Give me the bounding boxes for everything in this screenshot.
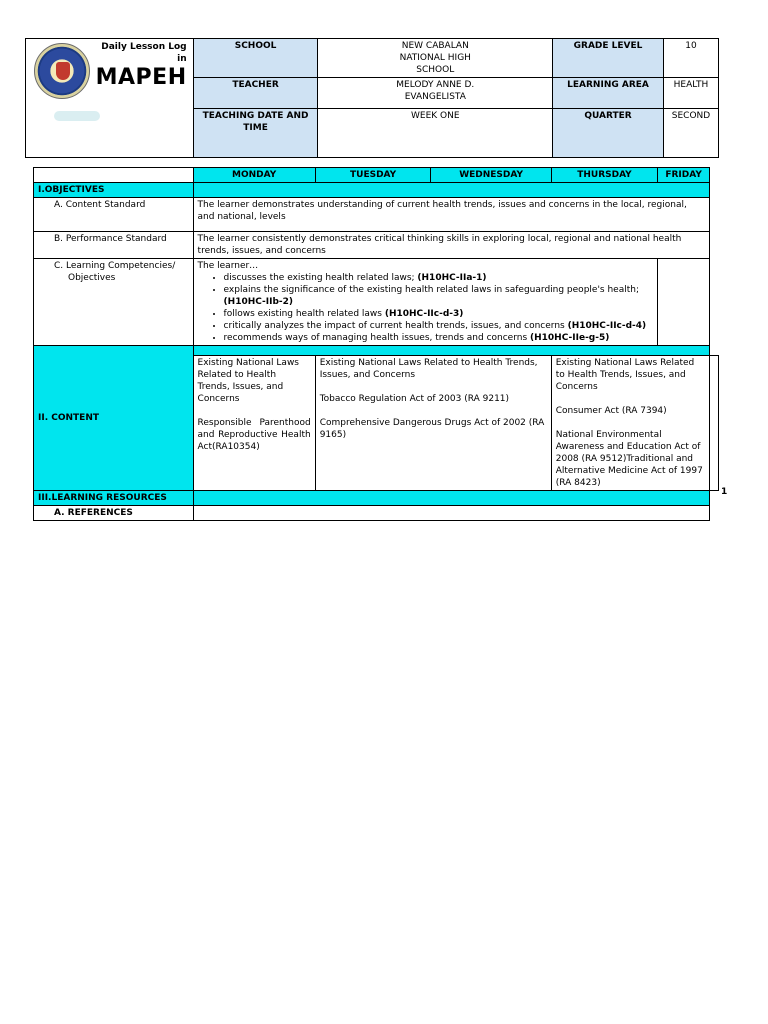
competencies-list	[198, 272, 654, 344]
page-number: 1	[721, 487, 728, 497]
performance-standard-label: B. Performance Standard	[34, 232, 194, 259]
list-item: • critically analyzes the impact of current health trends, issues, and concerns (H10HC-IIc-d-4)	[224, 320, 654, 332]
school-label: SCHOOL	[193, 39, 318, 78]
content-band-row	[34, 346, 719, 356]
resources-title: III.LEARNING RESOURCES	[34, 491, 194, 506]
list-item: • explains the significance of the existing health related laws in safeguarding people's health; (H10HC-IIb-2)	[224, 284, 654, 308]
list-item: • discusses the existing health related laws; (H10HC-IIa-1)	[224, 272, 654, 284]
day-wednesday: WEDNESDAY	[431, 168, 551, 183]
learning-area-value: HEALTH	[663, 78, 718, 109]
content-standard-row	[34, 198, 719, 232]
day-monday: MONDAY	[193, 168, 315, 183]
days-row	[34, 168, 719, 183]
header-logo-cell	[26, 39, 194, 158]
teacher-label: TEACHER	[193, 78, 318, 109]
teaching-date-value: WEEK ONE	[318, 109, 553, 158]
quarter-value: SECOND	[663, 109, 718, 158]
performance-standard-text: The learner consistently demonstrates critical thinking skills in exploring local, regional and national health trends, issues, and concerns	[193, 232, 709, 259]
content-standard-label: A. Content Standard	[34, 198, 194, 232]
day-tuesday: TUESDAY	[315, 168, 431, 183]
teacher-value: MELODY ANNE D. EVANGELISTA	[318, 78, 553, 109]
list-item: • recommends ways of managing health issues, trends and concerns (H10HC-IIe-g-5)	[224, 332, 654, 344]
teaching-date-label: TEACHING DATE AND TIME	[193, 109, 318, 158]
content-tuesday: Existing National Laws Related to Health Trends, Issues, and Concerns Tobacco Regulation Act of 2003 (RA 9211) Comprehensive Dangerous Drugs Act of 2002 (RA 9165)	[315, 356, 551, 491]
references-label: A. REFERENCES	[34, 506, 194, 521]
subject-title: MAPEH	[95, 65, 187, 90]
competencies-text: The learner… • discusses the existing health related laws; (H10HC-IIa-1) • explains the significance of the existing health related laws in safeguarding people's health; (H10HC-IIb-2) • follows existing health related laws (H10HC-IIc-d-3) • critically analyzes the impact of current health trends, issues, and concerns (H10HC-IIc-d-4) • recommends ways of managing health issues, trends and concerns (H10HC-IIe-g-5)	[193, 259, 658, 346]
performance-standard-row	[34, 232, 719, 259]
header-title: Daily Lesson Log in	[101, 42, 187, 64]
content-monday: Existing National Laws Related to Health Trends, Issues, and Concerns Responsible Parenthood and Reproductive Health Act(RA10354)	[193, 356, 315, 491]
objectives-title: I.OBJECTIVES	[34, 183, 194, 198]
content-standard-text: The learner demonstrates understanding of current health trends, issues and concerns in the local, regional, and national, levels	[193, 198, 709, 232]
objectives-row	[34, 183, 719, 198]
list-item: • follows existing health related laws (H10HC-IIc-d-3)	[224, 308, 654, 320]
day-friday: FRIDAY	[658, 168, 710, 183]
learning-area-label: LEARNING AREA	[553, 78, 664, 109]
competencies-row	[34, 259, 719, 346]
competencies-label: C. Learning Competencies/ Objectives	[34, 259, 194, 346]
deped-seal-icon	[34, 43, 90, 99]
content-title: II. CONTENT	[34, 346, 194, 491]
resources-row	[34, 491, 719, 506]
grade-level-value: 10	[663, 39, 718, 78]
grade-level-label: GRADE LEVEL	[553, 39, 664, 78]
day-thursday: THURSDAY	[551, 168, 657, 183]
header-table	[25, 38, 719, 158]
faded-mark	[54, 111, 100, 121]
quarter-label: QUARTER	[553, 109, 664, 158]
content-wednesday: Existing National Laws Related to Health Trends, Issues, and Concerns Consumer Act (RA 7394) National Environmental Awareness and Education Act of 2008 (RA 9512)Traditional and Alternative Medicine Act of 1997 (RA 8423)	[551, 356, 709, 491]
school-value: NEW CABALAN NATIONAL HIGH SCHOOL	[318, 39, 553, 78]
references-row	[34, 506, 719, 521]
lesson-table	[33, 167, 719, 521]
